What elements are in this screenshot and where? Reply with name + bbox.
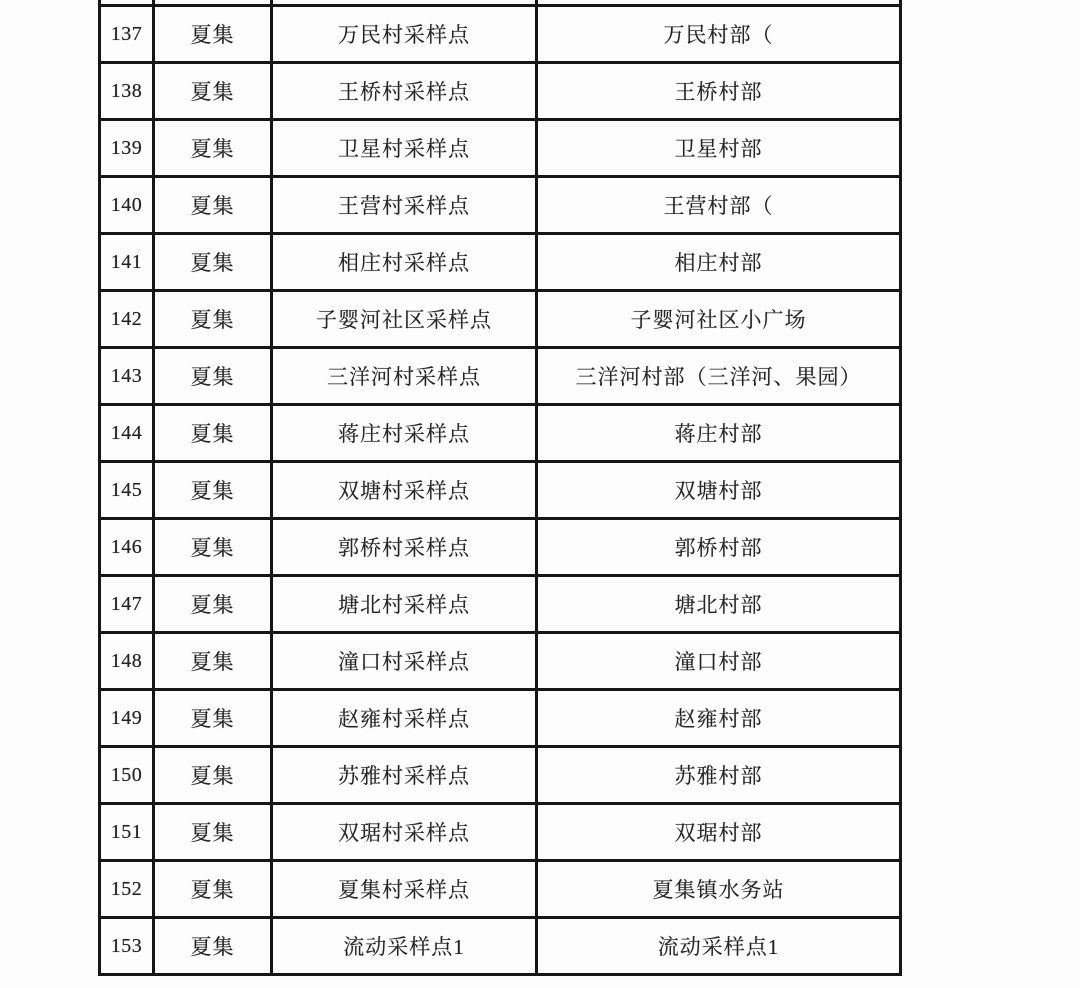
town-cell: 夏集	[154, 519, 272, 576]
sampling-point-cell: 赵雍村采样点	[272, 690, 537, 747]
sampling-point-cell: 潼口村采样点	[272, 633, 537, 690]
sampling-point-cell: 王桥村采样点	[272, 63, 537, 120]
town-cell: 夏集	[154, 348, 272, 405]
table-row	[100, 348, 901, 405]
table-row	[100, 519, 901, 576]
table-row	[100, 405, 901, 462]
serial-number-cell: 139	[100, 120, 154, 177]
location-cell: 双塘村部	[537, 462, 901, 519]
table-row	[100, 576, 901, 633]
table-row	[100, 6, 901, 63]
location-cell: 流动采样点1	[537, 918, 901, 975]
serial-number-cell: 145	[100, 462, 154, 519]
serial-number-cell: 143	[100, 348, 154, 405]
serial-number-cell: 150	[100, 747, 154, 804]
table-row	[100, 633, 901, 690]
sampling-point-cell: 塘北村采样点	[272, 576, 537, 633]
table-row	[100, 462, 901, 519]
town-cell: 夏集	[154, 747, 272, 804]
sampling-point-cell: 卫星村采样点	[272, 120, 537, 177]
location-cell: 塘北村部	[537, 576, 901, 633]
town-cell: 夏集	[154, 6, 272, 63]
table-row	[100, 918, 901, 975]
location-cell: 夏集镇水务站	[537, 861, 901, 918]
serial-number-cell: 141	[100, 234, 154, 291]
table-row	[100, 234, 901, 291]
table-row	[100, 861, 901, 918]
serial-number-cell: 142	[100, 291, 154, 348]
sampling-point-cell: 相庄村采样点	[272, 234, 537, 291]
town-cell: 夏集	[154, 120, 272, 177]
town-cell: 夏集	[154, 405, 272, 462]
town-cell: 夏集	[154, 291, 272, 348]
sampling-point-cell: 夏集村采样点	[272, 861, 537, 918]
serial-number-cell: 140	[100, 177, 154, 234]
town-cell: 夏集	[154, 63, 272, 120]
sampling-point-cell: 万民村采样点	[272, 6, 537, 63]
table-row	[100, 690, 901, 747]
table-row	[100, 291, 901, 348]
location-cell: 王桥村部	[537, 63, 901, 120]
town-cell: 夏集	[154, 804, 272, 861]
town-cell: 夏集	[154, 234, 272, 291]
location-cell: 郭桥村部	[537, 519, 901, 576]
location-cell: 双琚村部	[537, 804, 901, 861]
serial-number-cell: 153	[100, 918, 154, 975]
serial-number-cell: 146	[100, 519, 154, 576]
town-cell: 夏集	[154, 462, 272, 519]
location-cell: 赵雍村部	[537, 690, 901, 747]
table-row	[100, 804, 901, 861]
location-cell: 王营村部（	[537, 177, 901, 234]
serial-number-cell: 138	[100, 63, 154, 120]
table-row	[100, 120, 901, 177]
town-cell: 夏集	[154, 177, 272, 234]
sampling-point-cell: 双琚村采样点	[272, 804, 537, 861]
location-cell: 三洋河村部（三洋河、果园）	[537, 348, 901, 405]
sampling-points-table	[98, 0, 902, 976]
town-cell: 夏集	[154, 576, 272, 633]
serial-number-cell: 147	[100, 576, 154, 633]
serial-number-cell: 137	[100, 6, 154, 63]
table-row	[100, 63, 901, 120]
town-cell: 夏集	[154, 633, 272, 690]
location-cell: 潼口村部	[537, 633, 901, 690]
serial-number-cell: 148	[100, 633, 154, 690]
location-cell: 相庄村部	[537, 234, 901, 291]
serial-number-cell: 151	[100, 804, 154, 861]
table-row	[100, 177, 901, 234]
location-cell: 子婴河社区小广场	[537, 291, 901, 348]
town-cell: 夏集	[154, 918, 272, 975]
location-cell: 苏雅村部	[537, 747, 901, 804]
sampling-point-cell: 三洋河村采样点	[272, 348, 537, 405]
location-cell: 卫星村部	[537, 120, 901, 177]
sampling-point-cell: 苏雅村采样点	[272, 747, 537, 804]
sampling-point-cell: 郭桥村采样点	[272, 519, 537, 576]
serial-number-cell: 144	[100, 405, 154, 462]
sampling-point-cell: 子婴河社区采样点	[272, 291, 537, 348]
sampling-point-cell: 双塘村采样点	[272, 462, 537, 519]
serial-number-cell: 152	[100, 861, 154, 918]
town-cell: 夏集	[154, 690, 272, 747]
sampling-point-cell: 王营村采样点	[272, 177, 537, 234]
table-row	[100, 747, 901, 804]
sampling-point-cell: 流动采样点1	[272, 918, 537, 975]
town-cell: 夏集	[154, 861, 272, 918]
location-cell: 蒋庄村部	[537, 405, 901, 462]
location-cell: 万民村部（	[537, 6, 901, 63]
serial-number-cell: 149	[100, 690, 154, 747]
sampling-point-cell: 蒋庄村采样点	[272, 405, 537, 462]
